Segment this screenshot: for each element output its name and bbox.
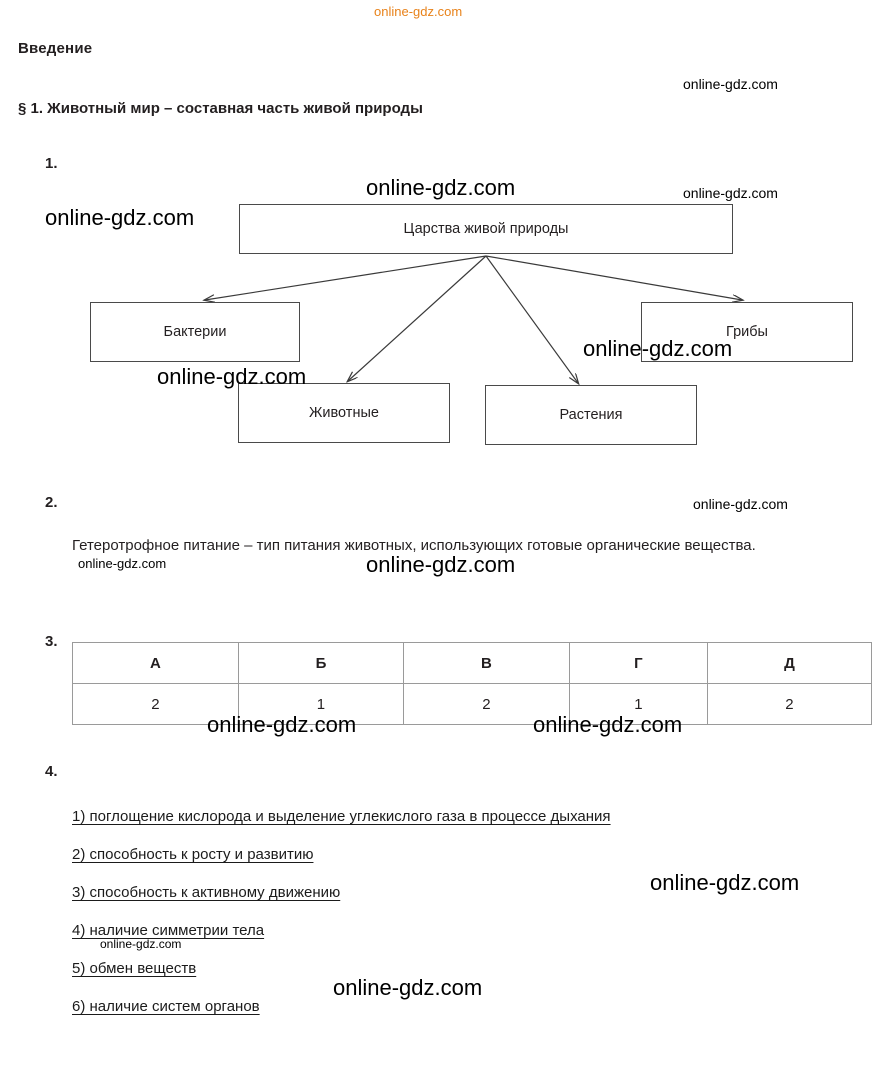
watermark-text: online-gdz.com	[374, 4, 463, 19]
item-number-3: 3.	[45, 633, 58, 650]
list-item: 6) наличие систем органов	[72, 998, 260, 1015]
table-header-cell: Б	[238, 643, 403, 684]
watermark-text: online-gdz.com	[533, 712, 683, 737]
table-header-cell: В	[404, 643, 570, 684]
table-header-row	[73, 643, 872, 684]
watermark-text: online-gdz.com	[366, 552, 516, 577]
watermark-text: online-gdz.com	[683, 76, 778, 92]
item-number-2: 2.	[45, 494, 58, 511]
watermark-text: online-gdz.com	[693, 496, 788, 512]
diagram-node-plants: Растения	[485, 385, 697, 445]
diagram-node-fungi: Грибы	[641, 302, 853, 362]
list-item: 3) способность к активному движению	[72, 884, 341, 901]
table-cell: 1	[238, 684, 403, 725]
item-number-1: 1.	[45, 155, 58, 172]
watermark-text: online-gdz.com	[650, 870, 800, 895]
diagram-node-animals: Животные	[238, 383, 450, 443]
table-cell: 2	[73, 684, 239, 725]
watermark-text: online-gdz.com	[333, 975, 483, 1000]
kingdoms-diagram	[0, 150, 886, 470]
list-item: 4) наличие симметрии тела	[72, 922, 265, 939]
answer-paragraph-2: Гетеротрофное питание – тип питания животных, использующих готовые органические вещества.	[72, 537, 756, 554]
watermark-text: online-gdz.com	[45, 205, 195, 230]
table-cell: 1	[569, 684, 707, 725]
list-item: 5) обмен веществ	[72, 960, 197, 977]
answer-table-3	[72, 642, 872, 725]
watermark-text: online-gdz.com	[683, 185, 778, 201]
item-number-4: 4.	[45, 763, 58, 780]
answer-list-4	[72, 798, 862, 1026]
watermark-text: online-gdz.com	[207, 712, 357, 737]
section-heading: § 1. Животный мир – составная часть живой природы	[18, 100, 423, 117]
diagram-node-bacteria: Бактерии	[90, 302, 300, 362]
watermark-text: online-gdz.com	[100, 937, 182, 951]
table-header-cell: Г	[569, 643, 707, 684]
table-header-cell: Д	[707, 643, 871, 684]
watermark-text: online-gdz.com	[366, 175, 516, 200]
watermark-text: online-gdz.com	[157, 364, 307, 389]
watermark-text: online-gdz.com	[78, 556, 167, 571]
table-header-cell: А	[73, 643, 239, 684]
diagram-node-root: Царства живой природы	[239, 204, 733, 254]
table-row	[73, 684, 872, 725]
list-item: 1) поглощение кислорода и выделение углекислого газа в процессе дыхания	[72, 808, 611, 825]
table-cell: 2	[707, 684, 871, 725]
table-cell: 2	[404, 684, 570, 725]
list-item: 2) способность к росту и развитию	[72, 846, 314, 863]
watermark-text: online-gdz.com	[583, 336, 733, 361]
page-title: Введение	[18, 40, 93, 57]
